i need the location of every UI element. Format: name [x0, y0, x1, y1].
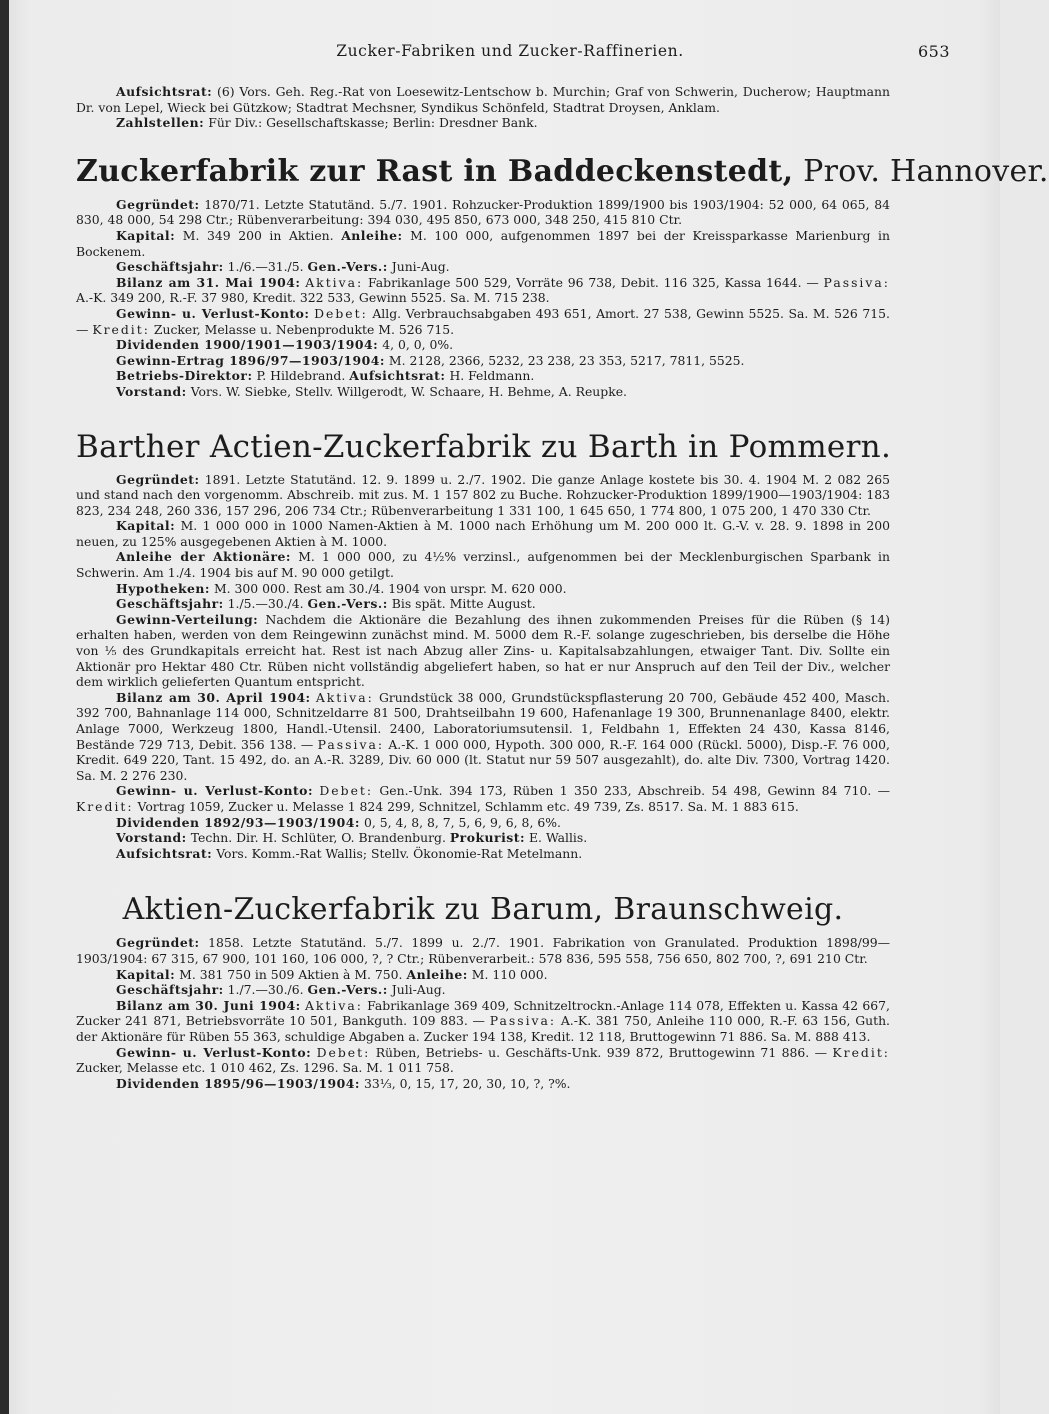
running-title: Zucker-Fabriken und Zucker-Raffinerien.: [336, 42, 684, 60]
field-label: Anleihe:: [406, 966, 468, 982]
entry-anleihe: [76, 549, 890, 580]
field-text: M. 381 750 in 509 Aktien à M. 750.: [179, 966, 403, 982]
field-text: Vortrag 1059, Zucker u. Melasse 1 824 299, Schnitzel, Schlamm etc. 49 739, Zs. 8517. Sa. M. 1 883 615.: [137, 798, 799, 814]
company-name: Barther Actien-Zuckerfabrik zu Barth: [76, 428, 678, 465]
field-text: Techn. Dir. H. Schlüter, O. Brandenburg.: [190, 830, 446, 846]
field-text: Grundstück 38 000, Grundstückspflasterung 20 700, Gebäude 452 400, Masch. 392 700, Bahnanlage 114 000, Schnitzeldarre 81 500, Drahtseilbahn 19 600, Hafenanlage 19 300, Brunnenanlage 8400, elektr. Anlage 7000, Werkzeug 1800, Handl.-Utensil. 2400, Laboratoriumsutensil. 1, Feldbahn 1, Effekten 24 430, Kassa 8146, Bestände 729 713, Debit. 356 138. —: [76, 689, 890, 752]
entry-dividenden: [76, 1076, 890, 1092]
entry-gegruendet: [76, 472, 890, 519]
prev-zahlstellen: [76, 115, 890, 131]
entry-geschaeftsjahr: [76, 982, 890, 998]
field-text: 1./6.—31./5.: [227, 259, 304, 275]
field-label: Bilanz am 30. Juni 1904:: [116, 997, 301, 1013]
field-text: M. 349 200 in Aktien.: [182, 227, 334, 243]
field-text: Fabrikanlage 369 409, Schnitzeltrockn.-Anlage 114 078, Effekten u. Kassa 42 667, Zucker 241 871, Betriebsvorräte 10 501, Bankguth. 109 883. —: [76, 997, 890, 1029]
entry-aufsichtsrat: [76, 846, 890, 862]
field-label: Anleihe:: [341, 227, 403, 243]
field-label: Geschäftsjahr:: [116, 982, 224, 998]
entry-bilanz: [76, 275, 890, 306]
passiva-label: Passiva:: [823, 274, 890, 290]
company-title-barum: [76, 893, 890, 927]
field-text: Juli-Aug.: [391, 982, 446, 998]
entry-kapital: [76, 518, 890, 549]
field-text: 4, 0, 0, 0%.: [382, 337, 454, 353]
passiva-label: Passiva:: [317, 736, 385, 752]
field-label: Betriebs-Direktor:: [116, 368, 253, 384]
field-label: Vorstand:: [116, 830, 187, 846]
field-text: M. 1 000 000, zu 4½% verzinsl., aufgenommen bei der Mecklenburgischen Sparbank in Schwerin. Am 1./4. 1904 bis auf M. 90 000 getilgt.: [76, 549, 890, 581]
field-label: Dividenden 1892/93—1903/1904:: [116, 814, 360, 830]
field-text: E. Wallis.: [529, 830, 588, 846]
field-text: 1858. Letzte Statutänd. 5./7. 1899 u. 2./7. 1901. Fabrikation von Granulated. Produktion 1898/99—1903/1904: 67 315, 67 900, 101 160, 106 000, ?, ? Ctr.; Rübenverarbeit.: 578 836, 595 558, 756 650, 802 700, ?, 691 210 Ctr.: [76, 935, 890, 966]
field-text: A.-K. 349 200, R.-F. 37 980, Kredit. 322 533, Gewinn 5525. Sa. M. 715 238.: [76, 290, 550, 306]
page-content: [76, 84, 1049, 1091]
field-label: Dividenden 1895/96—1903/1904:: [116, 1075, 360, 1091]
entry-dividenden: [76, 337, 890, 353]
aktiva-label: Aktiva:: [305, 274, 364, 290]
entry-kapital: [76, 967, 890, 983]
debet-label: Debet:: [314, 305, 368, 321]
kredit-label: Kredit:: [92, 321, 150, 337]
prev-zahlstellen-label: Zahlstellen:: [116, 115, 205, 131]
kredit-label: Kredit:: [76, 798, 134, 814]
field-text: Fabrikanlage 500 529, Vorräte 96 738, Debit. 116 325, Kassa 1644. —: [368, 274, 819, 290]
page-number: 653: [917, 42, 950, 61]
prev-aufsichtsrat-label: Aufsichtsrat:: [116, 84, 213, 99]
company-location: in Pommern.: [688, 428, 892, 465]
prev-zahlstellen-text: Für Div.: Gesellschaftskasse; Berlin: Dresdner Bank.: [208, 115, 538, 131]
field-text: Vors. W. Siebke, Stellv. Willgerodt, W. Schaare, H. Behme, A. Reupke.: [190, 383, 627, 399]
entry-vorstand: [76, 830, 890, 846]
field-text: 33⅓, 0, 15, 17, 20, 30, 10, ?, ?%.: [363, 1075, 571, 1091]
field-text: 1./7.—30./6.: [227, 982, 304, 998]
field-label: Gen.-Vers.:: [307, 259, 388, 275]
field-text: A.-K. 1 000 000, Hypoth. 300 000, R.-F. 164 000 (Rückl. 5000), Disp.-F. 76 000, Kredit. 649 220, Tant. 15 492, do. an A.-R. 3289, Div. 60 000 (lt. Statut nur 59 507 ausgezahlt), do. alte Div. 7300, Vortrag 1420. Sa. M. 2 276 230.: [76, 736, 890, 783]
field-label: Bilanz am 30. April 1904:: [116, 689, 311, 705]
entry-vorstand: [76, 384, 890, 400]
field-text: Bis spät. Mitte August.: [391, 596, 536, 612]
company-name: Zuckerfabrik zur Rast in Baddeckenstedt,: [76, 153, 794, 189]
field-label: Gewinn-Ertrag 1896/97—1903/1904:: [116, 352, 385, 368]
company-location: Braunschweig.: [613, 892, 844, 928]
field-label: Geschäftsjahr:: [116, 259, 224, 275]
entry-guv: [76, 306, 890, 337]
entry-bilanz: [76, 690, 890, 784]
field-label: Gen.-Vers.:: [307, 596, 388, 612]
field-text: 1870/71. Letzte Statutänd. 5./7. 1901. Rohzucker-Produktion 1899/1900 bis 1903/1904: 52 000, 64 065, 84 830, 48 000, 54 298 Ctr.; Rübenverarbeitung: 394 030, 495 850, 673 000, 348 250, 415 810 Ctr.: [76, 196, 890, 228]
field-label: Vorstand:: [116, 383, 187, 399]
field-label: Prokurist:: [449, 830, 526, 846]
kredit-label: Kredit:: [832, 1044, 890, 1060]
field-text: Zucker, Melasse etc. 1 010 462, Zs. 1296. Sa. M. 1 011 758.: [76, 1060, 454, 1076]
company-location: Prov. Hannover.: [803, 153, 1049, 189]
field-text: M. 100 000, aufgenommen 1897 bei der Kreissparkasse Marienburg in Bockenem.: [76, 227, 890, 259]
entry-gegruendet: [76, 197, 890, 228]
field-label: Gewinn- u. Verlust-Konto:: [116, 1044, 312, 1060]
field-label: Aufsichtsrat:: [349, 368, 446, 384]
entry-gewinn-verteilung: [76, 612, 890, 690]
company-title-barth: [76, 430, 890, 464]
field-text: Juni-Aug.: [391, 259, 450, 275]
field-text: Gen.-Unk. 394 173, Rüben 1 350 233, Abschreib. 54 498, Gewinn 84 710. —: [379, 783, 890, 799]
entry-gewinn-ertrag: [76, 353, 890, 369]
field-text: Vors. Komm.-Rat Wallis; Stellv. Ökonomie-Rat Metelmann.: [216, 845, 583, 861]
prev-aufsichtsrat: [76, 84, 890, 115]
entry-betriebsdirektor: [76, 368, 890, 384]
field-text: 1./5.—30./4.: [227, 596, 304, 612]
field-text: P. Hildebrand.: [256, 368, 346, 384]
company-name: Aktien-Zuckerfabrik zu Barum,: [122, 892, 604, 928]
field-label: Kapital:: [116, 966, 176, 982]
company-title-rast: [76, 153, 1049, 189]
prev-aufsichtsrat-text: (6) Vors. Geh. Reg.-Rat von Loesewitz-Lentschow b. Murchin; Graf von Schwerin, Ducherow; Hauptmann Dr. von Lepel, Wieck bei Gützkow; Stadtrat Mechsner, Syndikus Schönfeld, Stadtrat Droysen, Anklam.: [76, 84, 890, 115]
field-label: Kapital:: [116, 518, 176, 534]
field-text: M. 300 000. Rest am 30./4. 1904 von urspr. M. 620 000.: [213, 580, 567, 596]
field-label: Gewinn-Verteilung:: [116, 611, 259, 627]
scan-edge: [0, 0, 9, 1414]
entry-bilanz: [76, 998, 890, 1045]
field-label: Gewinn- u. Verlust-Konto:: [116, 305, 310, 321]
field-label: Gegründet:: [116, 196, 200, 212]
field-text: 1891. Letzte Statutänd. 12. 9. 1899 u. 2./7. 1902. Die ganze Anlage kostete bis 30. 4. 1904 M. 2 082 265 und stand nach den vorgenomm. Abschreib. mit zus. M. 1 157 802 zu Buche. Rohzucker-Produktion 1899/1900—1903/1904: 183 823, 234 248, 260 336, 157 296, 206 734 Ctr.; Rübenverarbeitung 1 331 100, 1 645 650, 1 774 800, 1 075 200, 1 470 330 Ctr.: [76, 471, 890, 518]
entry-gegruendet: [76, 935, 890, 966]
entry-guv: [76, 783, 890, 814]
field-label: Hypotheken:: [116, 580, 211, 596]
field-label: Geschäftsjahr:: [116, 596, 224, 612]
field-label: Kapital:: [116, 227, 176, 243]
entry-guv: [76, 1045, 890, 1076]
entry-geschaeftsjahr: [76, 259, 890, 275]
field-text: M. 110 000.: [471, 966, 548, 982]
field-label: Gen.-Vers.:: [307, 982, 388, 998]
aktiva-label: Aktiva:: [315, 689, 374, 705]
debet-label: Debet:: [319, 783, 374, 799]
field-label: Dividenden 1900/1901—1903/1904:: [116, 337, 379, 353]
entry-geschaeftsjahr: [76, 596, 890, 612]
field-text: Nachdem die Aktionäre die Bezahlung des ihnen zukommenden Preises für die Rüben (§ 14) erhalten haben, werden von dem Reingewinn zunächst mind. M. 5000 dem R.-F. solange zugeschrieben, bis derselbe die Höhe von ⅕ des Grundkapitals erreicht hat. Rest ist nach Abzug aller Zins- u. Kapitalsabzahlungen, etwaiger Tant. Div. Sollte ein Aktionär pro Hektar 480 Ctr. Rüben nicht vollständig abgeliefert haben, so hat er nur Anspruch auf den Teil der Div., welcher dem wirklich gelieferten Quantum entspricht.: [76, 611, 890, 690]
field-text: H. Feldmann.: [449, 368, 535, 384]
field-text: M. 2128, 2366, 5232, 23 238, 23 353, 5217, 7811, 5525.: [388, 352, 745, 368]
entry-hypotheken: [76, 581, 890, 597]
field-text: Rüben, Betriebs- u. Geschäfts-Unk. 939 872, Bruttogewinn 71 886. —: [375, 1044, 827, 1060]
debet-label: Debet:: [316, 1044, 371, 1060]
field-label: Bilanz am 31. Mai 1904:: [116, 274, 301, 290]
field-label: Gegründet:: [116, 471, 200, 487]
field-label: Anleihe der Aktionäre:: [116, 549, 291, 565]
field-label: Aufsichtsrat:: [116, 845, 213, 861]
field-text: M. 1 000 000 in 1000 Namen-Aktien à M. 1000 nach Erhöhung um M. 200 000 lt. G.-V. v. 28. 9. 1898 in 200 neuen, zu 125% ausgegebenen Aktien à M. 1000.: [76, 518, 890, 549]
entry-dividenden: [76, 815, 890, 831]
field-text: Allg. Verbrauchsabgaben 493 651, Amort. 27 538, Gewinn 5525. Sa. M. 526 715. —: [76, 305, 890, 337]
entry-kapital: [76, 228, 890, 259]
field-text: A.-K. 381 750, Anleihe 110 000, R.-F. 63 156, Guth. der Aktionäre für Rüben 55 363, schuldige Abgaben a. Zucker 194 138, Kredit. 12 118, Bruttogewinn 71 886. Sa. M. 888 413.: [76, 1013, 890, 1044]
field-label: Gegründet:: [116, 935, 200, 951]
page-header: [70, 42, 950, 66]
field-text: Zucker, Melasse u. Nebenprodukte M. 526 715.: [153, 321, 455, 337]
aktiva-label: Aktiva:: [304, 997, 363, 1013]
passiva-label: Passiva:: [489, 1013, 557, 1029]
field-label: Gewinn- u. Verlust-Konto:: [116, 783, 314, 799]
field-text: 0, 5, 4, 8, 8, 7, 5, 6, 9, 6, 8, 6%.: [363, 814, 561, 830]
